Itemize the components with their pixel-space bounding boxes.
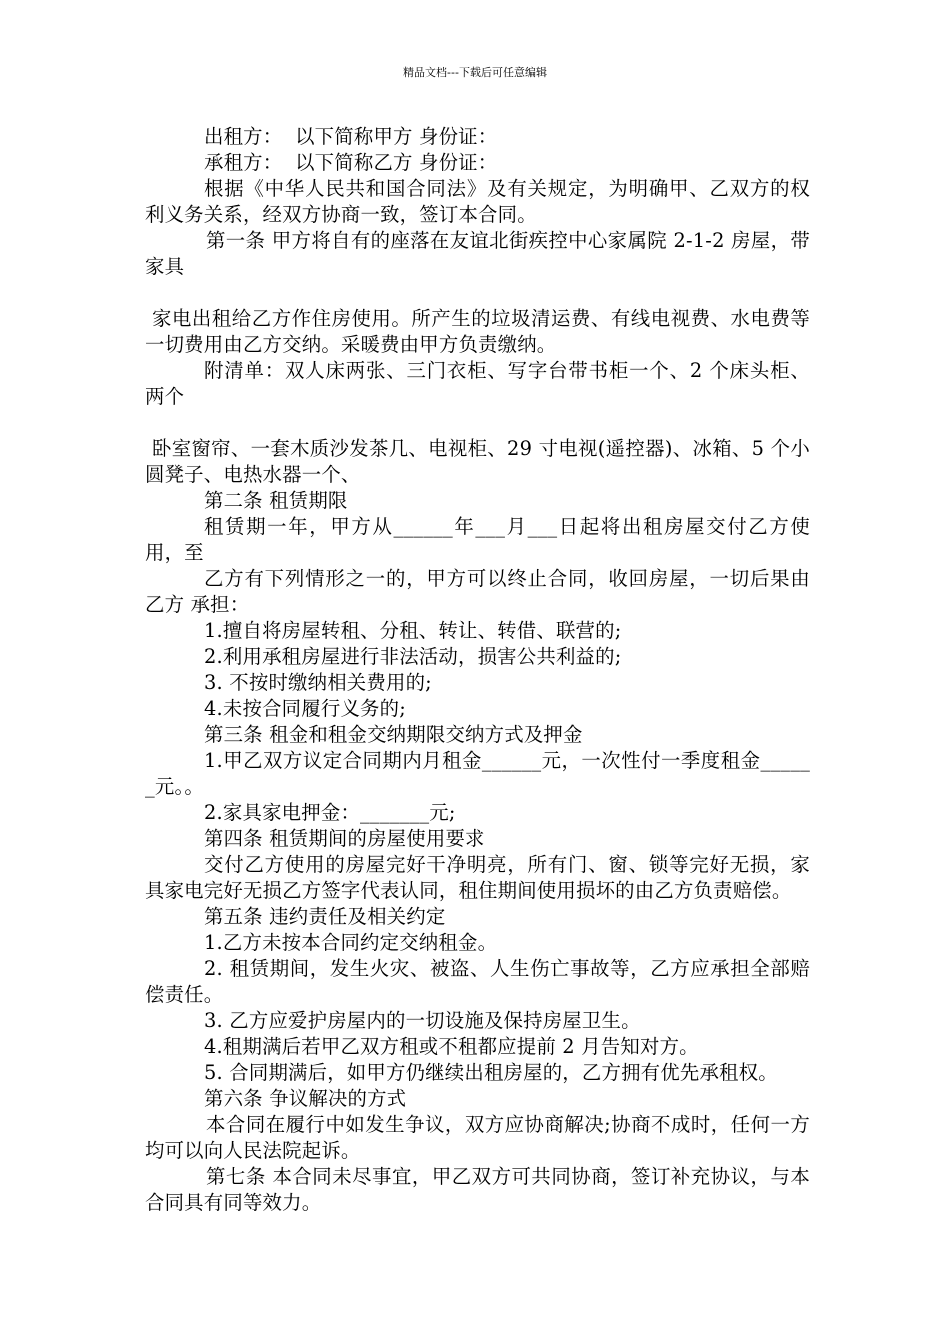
usage-paragraph: 交付乙方使用的房屋完好干净明亮，所有门、窗、锁等完好无损，家具家电完好无损乙方签字代表认同，租住期间使用损坏的由乙方负责赔偿。 [145, 853, 810, 902]
liability-item-4: 4.租期满后若甲乙双方租或不租都应提前 2 月告知对方。 [204, 1035, 699, 1058]
article-4-heading: 第四条 租赁期间的房屋使用要求 [204, 827, 485, 850]
liability-item-5: 5. 合同期满后，如甲方仍继续出租房屋的，乙方拥有优先承租权。 [204, 1061, 778, 1084]
blank-line [145, 410, 810, 436]
dispute-paragraph: 本合同在履行中如发生争议，双方应协商解决;协商不成时，任何一方均可以向人民法院起诉。 [145, 1113, 810, 1162]
preamble-paragraph: 根据《中华人民共和国合同法》及有关规定，为明确甲、乙双方的权利义务关系，经双方协商一致，签订本合同。 [145, 177, 810, 226]
article-5-heading: 第五条 违约责任及相关约定 [204, 905, 446, 928]
lessor-line: 出租方： 以下简称甲方 身份证： [204, 125, 498, 148]
page-header: 精品文档---下载后可任意编辑 [403, 66, 547, 79]
liability-item-1: 1.乙方未按本合同约定交纳租金。 [204, 931, 498, 954]
rent-item-1: 1.甲乙双方议定合同期内月租金______元，一次性付一季度租金______元。。 [145, 749, 810, 798]
liability-item-2: 2. 租赁期间，发生火灾、被盗、人生伤亡事故等，乙方应承担全部赔偿责任。 [145, 957, 810, 1006]
article-6-heading: 第六条 争议解决的方式 [204, 1087, 407, 1110]
contract-body [145, 124, 810, 1216]
article-2-heading: 第二条 租赁期限 [204, 489, 348, 512]
article-3-heading: 第三条 租金和租金交纳期限交纳方式及押金 [204, 723, 583, 746]
termination-item-2: 2.利用承租房屋进行非法活动，损害公共利益的; [204, 645, 622, 668]
termination-paragraph: 乙方有下列情形之一的，甲方可以终止合同，收回房屋，一切后果由乙方 承担： [145, 567, 810, 616]
lease-term-paragraph: 租赁期一年，甲方从______年___月___日起将出租房屋交付乙方使用，至 [145, 515, 810, 564]
article-1-paragraph: 第一条 甲方将自有的座落在友谊北街疾控中心家属院 2-1-2 房屋，带家具 [145, 229, 810, 278]
termination-item-3: 3. 不按时缴纳相关费用的; [204, 671, 432, 694]
lessee-line: 承租方： 以下简称乙方 身份证： [204, 151, 498, 174]
termination-item-4: 4.未按合同履行义务的; [204, 697, 406, 720]
termination-item-1: 1.擅自将房屋转租、分租、转让、转借、联营的; [204, 619, 622, 642]
article-1-continued: 家电出租给乙方作住房使用。所产生的垃圾清运费、有线电视费、水电费等一切费用由乙方交纳。采暖费由甲方负责缴纳。 [145, 307, 810, 356]
inventory-list-continued: 卧室窗帘、一套木质沙发茶几、电视柜、29 寸电视(遥控器)、冰箱、5 个小圆凳子、电热水器一个、 [145, 437, 810, 486]
rent-item-2: 2.家具家电押金：_______元; [204, 801, 456, 824]
inventory-list: 附清单：双人床两张、三门衣柜、写字台带书柜一个、2 个床头柜、两个 [145, 359, 810, 408]
blank-line [145, 280, 810, 306]
liability-item-3: 3. 乙方应爱护房屋内的一切设施及保持房屋卫生。 [204, 1009, 641, 1032]
article-7-paragraph: 第七条 本合同未尽事宜，甲乙双方可共同协商，签订补充协议，与本合同具有同等效力。 [145, 1165, 810, 1214]
